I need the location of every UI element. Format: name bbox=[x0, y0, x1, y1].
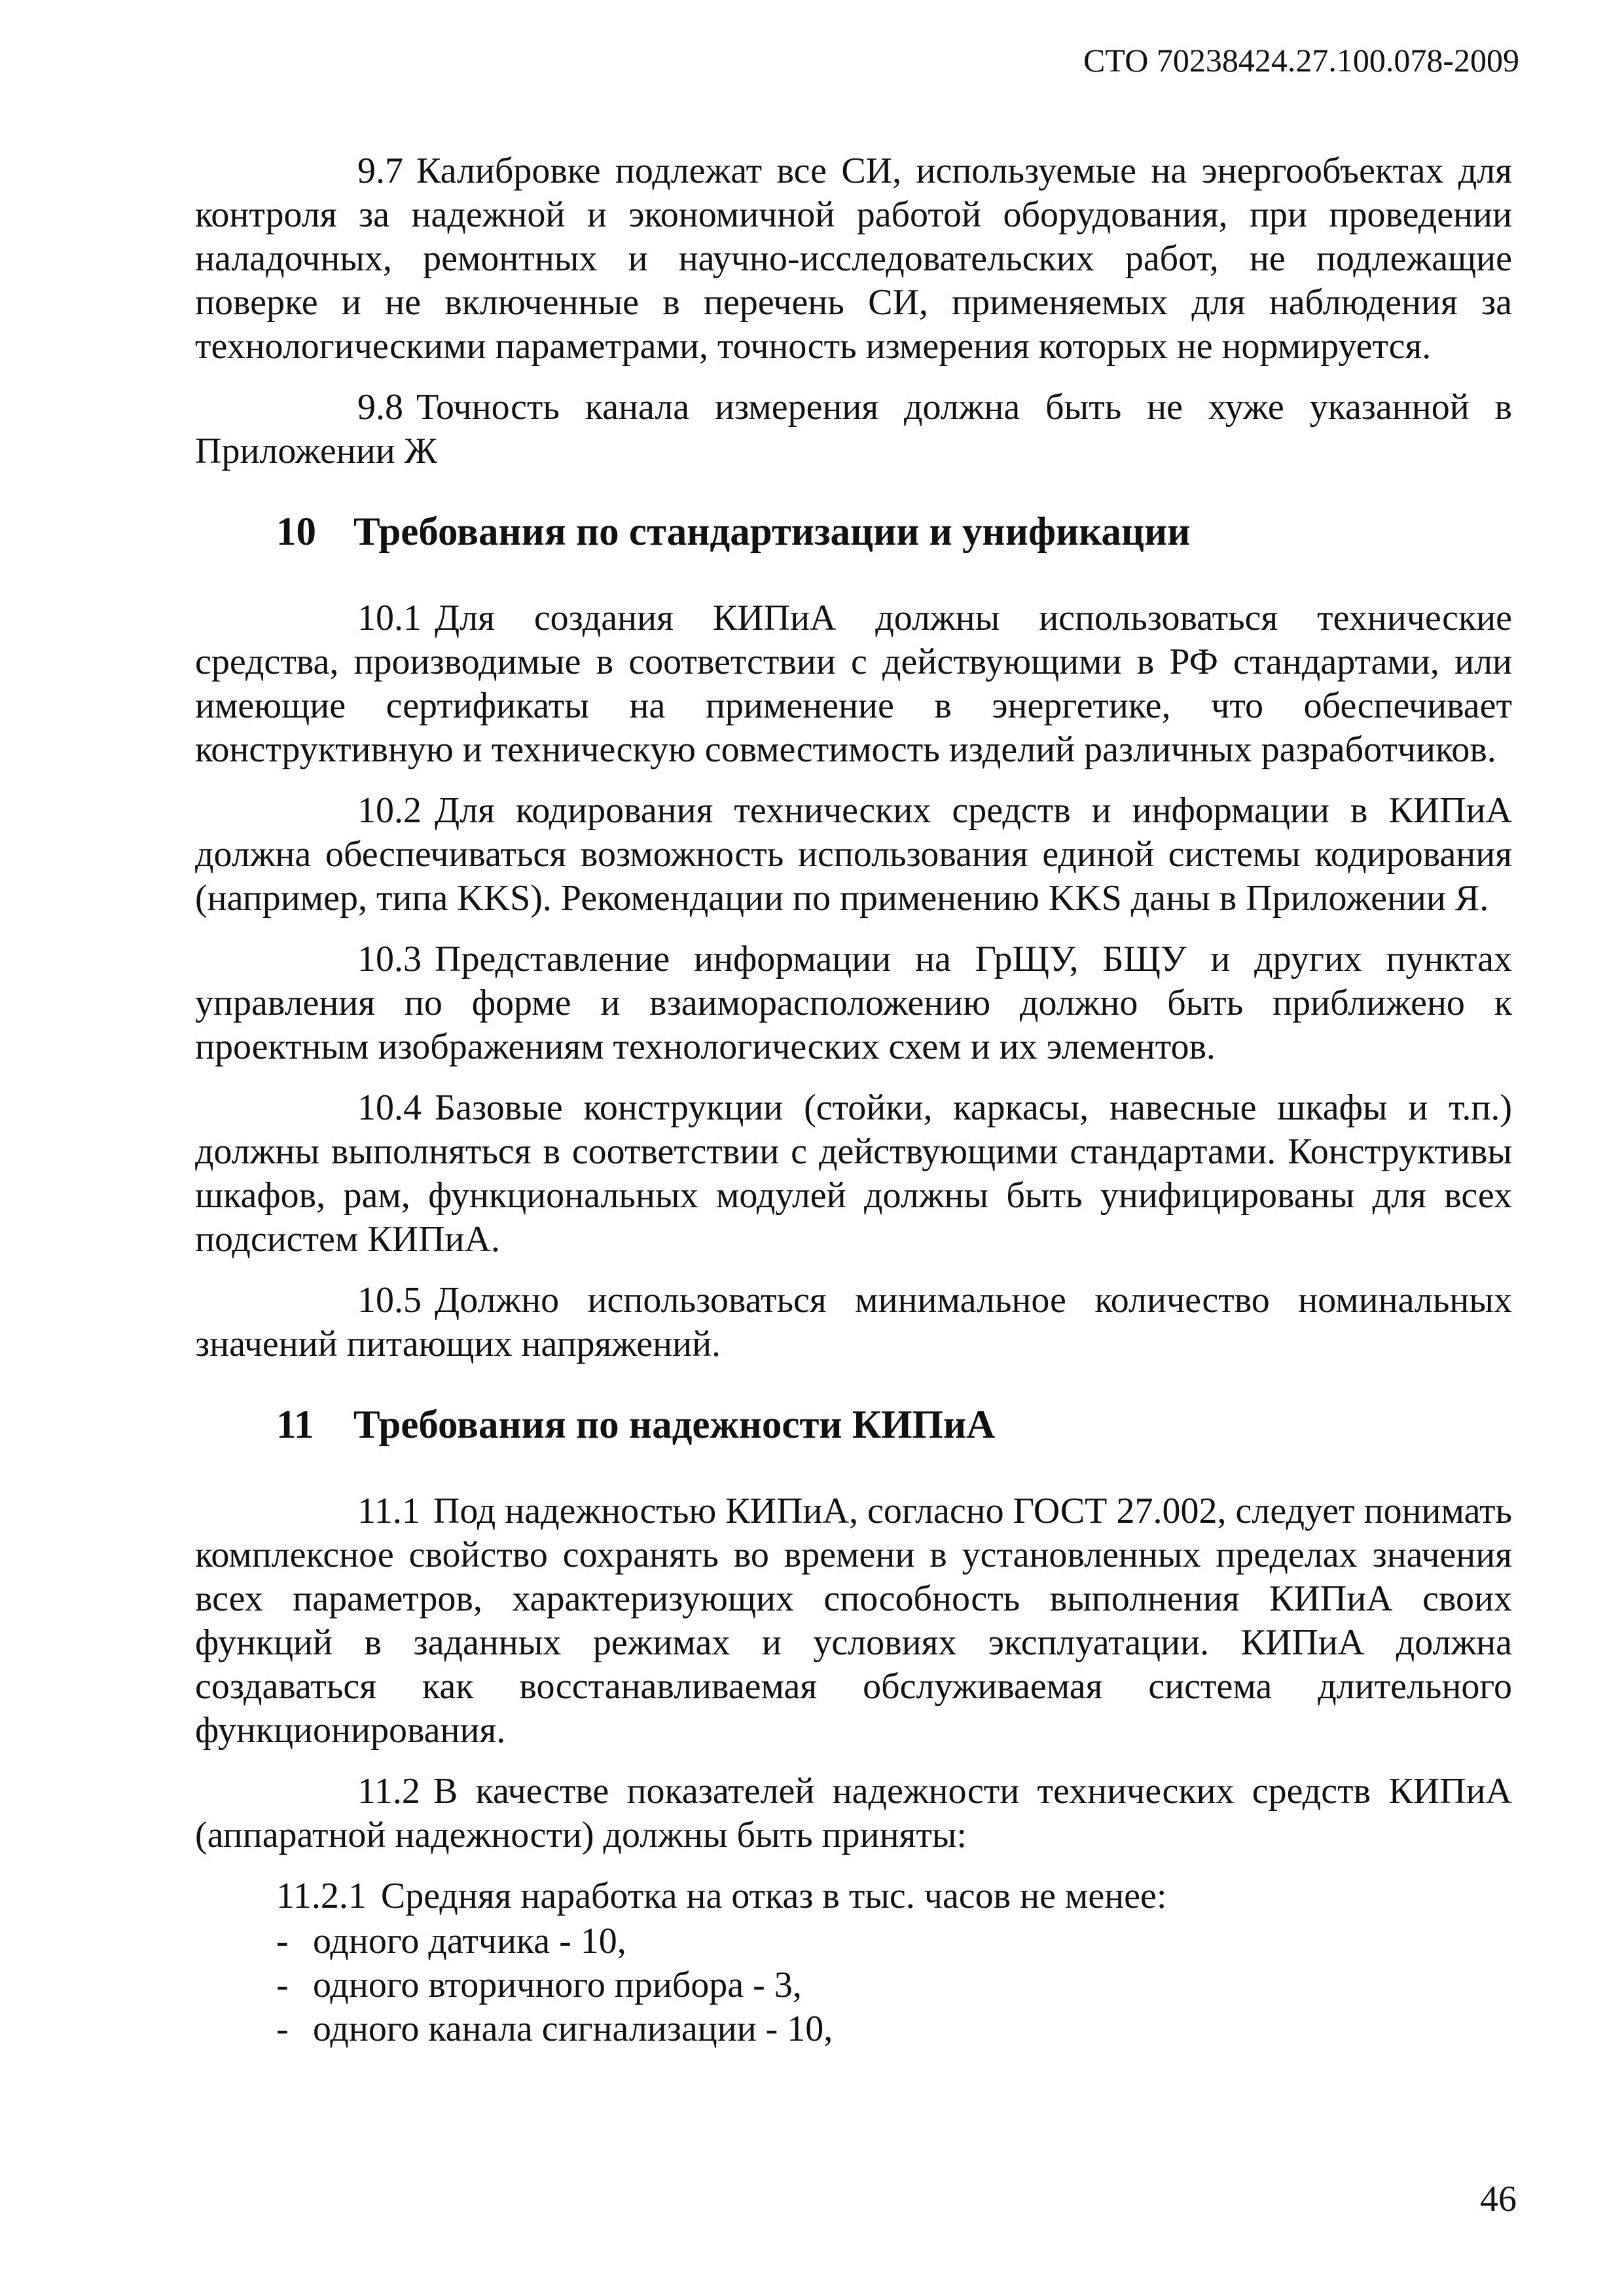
list-item bbox=[276, 1963, 1512, 2007]
section-heading-10 bbox=[195, 509, 1512, 556]
list-dash: - bbox=[276, 2009, 289, 2049]
document-code-header: СТО 70238424.27.100.078-2009 bbox=[1083, 42, 1519, 79]
page-number: 46 bbox=[1480, 2179, 1517, 2219]
paragraph-number: 11.1 bbox=[357, 1491, 420, 1531]
section-number: 11 bbox=[276, 1403, 314, 1447]
section-heading-11 bbox=[195, 1402, 1512, 1449]
paragraph-number: 10.5 bbox=[357, 1280, 422, 1321]
paragraph-text: Базовые конструкции (стойки, каркасы, навесные шкафы и т.п.) должны выполняться в соответствии с действующими стандартами. Конструктивы шкафов, рам, функциональных модулей должны быть унифицированы для всех подсистем КИПиА. bbox=[195, 1087, 1512, 1260]
list-item bbox=[276, 2007, 1512, 2051]
section-title: Требования по надежности КИПиА bbox=[353, 1403, 996, 1447]
paragraph-text: Калибровке подлежат все СИ, используемые на энергообъектах для контроля за надежной и экономичной работой оборудования, при проведении наладочных, ремонтных и научно-исследовательских работ, не подлежащие поверке и не включенные в перечень СИ, применяемых для наблюдения за технологическими параметрами, точность измерения которых не нормируется. bbox=[195, 151, 1512, 367]
paragraph-text: Точность канала измерения должна быть не хуже указанной в Приложении Ж bbox=[195, 387, 1512, 471]
list-dash: - bbox=[276, 1921, 289, 1961]
paragraph-9-7 bbox=[195, 149, 1512, 369]
subparagraph-number: 11.2.1 bbox=[276, 1876, 367, 1916]
paragraph-text: Должно использоваться минимальное количество номинальных значений питающих напряжений. bbox=[195, 1280, 1512, 1364]
paragraph-number: 10.4 bbox=[357, 1087, 422, 1128]
paragraph-number: 9.7 bbox=[357, 151, 403, 191]
list-item-text: одного канала сигнализации - 10, bbox=[313, 2009, 833, 2049]
paragraph-text: В качестве показателей надежности технических средств КИПиА (аппаратной надежности) должны быть приняты: bbox=[195, 1771, 1512, 1855]
paragraph-number: 10.2 bbox=[357, 790, 422, 831]
subparagraph-text: Средняя наработка на отказ в тыс. часов не менее: bbox=[380, 1876, 1167, 1916]
paragraph-11-1 bbox=[195, 1489, 1512, 1753]
list-item-text: одного датчика - 10, bbox=[313, 1921, 626, 1961]
paragraph-10-2 bbox=[195, 789, 1512, 920]
paragraph-number: 9.8 bbox=[357, 387, 403, 428]
paragraph-10-5 bbox=[195, 1279, 1512, 1366]
document-body bbox=[195, 149, 1512, 2051]
reliability-list bbox=[195, 1920, 1512, 2051]
paragraph-text: Представление информации на ГрЩУ, БЩУ и других пунктах управления по форме и взаиморасположению должно быть приближено к проектным изображениям технологических схем и их элементов. bbox=[195, 939, 1512, 1067]
paragraph-10-1 bbox=[195, 596, 1512, 772]
list-item bbox=[276, 1920, 1512, 1963]
subparagraph-11-2-1 bbox=[195, 1874, 1512, 1918]
paragraph-text: Под надежностью КИПиА, согласно ГОСТ 27.002, следует понимать комплексное свойство сохранять во времени в установленных пределах значения всех параметров, характеризующих способность выполнения КИПиА своих функций в заданных режимах и условиях эксплуатации. КИПиА должна создаваться как восстанавливаемая обслуживаемая система длительного функционирования. bbox=[195, 1491, 1512, 1751]
section-title: Требования по стандартизации и унификации bbox=[353, 510, 1191, 554]
paragraph-number: 10.3 bbox=[357, 939, 422, 979]
paragraph-text: Для кодирования технических средств и информации в КИПиА должна обеспечиваться возможность использования единой системы кодирования (например, типа KKS). Рекомендации по применению KKS даны в Приложении Я. bbox=[195, 790, 1512, 919]
list-dash: - bbox=[276, 1965, 289, 2005]
paragraph-10-4 bbox=[195, 1086, 1512, 1262]
paragraph-10-3 bbox=[195, 938, 1512, 1069]
paragraph-number: 11.2 bbox=[357, 1771, 420, 1812]
list-item-text: одного вторичного прибора - 3, bbox=[313, 1965, 802, 2005]
section-number: 10 bbox=[276, 510, 316, 554]
paragraph-9-8 bbox=[195, 386, 1512, 473]
paragraph-11-2 bbox=[195, 1770, 1512, 1857]
paragraph-text: Для создания КИПиА должны использоваться технические средства, производимые в соответствии с действующими в РФ стандартами, или имеющие сертификаты на применение в энергетике, что обеспечивает конструктивную и техническую совместимость изделий различных разработчиков. bbox=[195, 598, 1512, 770]
paragraph-number: 10.1 bbox=[357, 598, 422, 638]
